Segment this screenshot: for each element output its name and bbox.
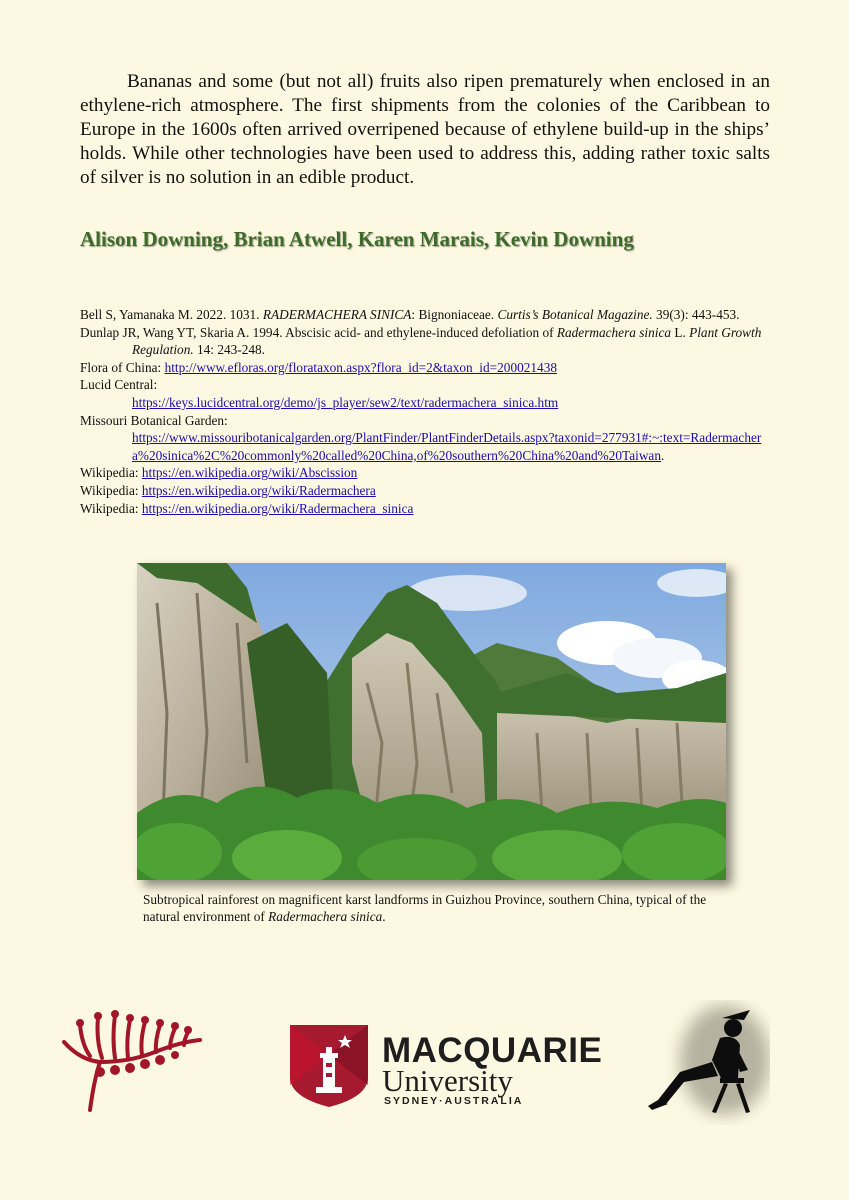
- reference-missouri-url-line: [80, 429, 772, 464]
- karst-landscape-photo: [137, 563, 726, 880]
- ref-label: Flora of China:: [80, 359, 165, 375]
- macquarie-shield-icon: [290, 1025, 368, 1107]
- reference-missouri-label: Missouri Botanical Garden:: [80, 412, 228, 428]
- ref-title: RADERMACHERA SINICA: [262, 307, 412, 322]
- ref-text: : Bignoniaceae.: [411, 307, 498, 322]
- lucid-central-link[interactable]: https://keys.lucidcentral.org/demo/js_player/sew2/text/radermachera_sinica.htm: [132, 394, 559, 410]
- caption-text: Subtropical rainforest on magnificent karst landforms in Guizhou Province, southern China, typical of the natural environment of: [143, 892, 707, 924]
- wikipedia-radermachera-link[interactable]: https://en.wikipedia.org/wiki/Radermachera: [141, 482, 376, 498]
- reference-wikipedia-radermachera-sinica: [80, 500, 772, 518]
- wikipedia-abscission-link[interactable]: https://en.wikipedia.org/wiki/Abscission: [141, 465, 358, 481]
- reference-wikipedia-radermachera: [80, 482, 772, 500]
- ref-journal: Plant Growth Regulation.: [132, 324, 762, 358]
- seated-man-silhouette-logo: [640, 1000, 770, 1130]
- macquarie-university-logo: [290, 1025, 603, 1110]
- university-wordmark: University: [382, 1063, 513, 1098]
- reference-wikipedia-abscission: [80, 464, 772, 482]
- ref-label: Wikipedia:: [80, 465, 142, 481]
- sydney-australia-text: SYDNEY·AUSTRALIA: [384, 1095, 524, 1107]
- caption-text: .: [382, 909, 386, 924]
- ref-text: .: [660, 447, 665, 463]
- references-list: [80, 306, 772, 517]
- author-list: Alison Downing, Brian Atwell, Karen Marais, Kevin Downing: [80, 227, 634, 251]
- flora-china-link[interactable]: http://www.efloras.org/florataxon.aspx?flora_id=2&taxon_id=200021438: [164, 359, 557, 375]
- ref-label: Wikipedia:: [80, 482, 142, 498]
- caption-species: Radermachera sinica: [268, 909, 383, 924]
- ref-text: Bell S, Yamanaka M. 2022. 1031.: [80, 307, 263, 322]
- waratah-logo-icon: [60, 1010, 210, 1115]
- reference-flora-china: [80, 359, 772, 377]
- missouri-botanical-link[interactable]: https://www.missouribotanicalgarden.org/PlantFinder/PlantFinderDetails.aspx?taxonid=277931#:~:text=Radermachera%20sinica%2C%20commonly%20called%20China,of%20southern%20China%20and%20Taiwan: [132, 430, 762, 463]
- ref-text: Dunlap JR, Wang YT, Skaria A. 1994. Abscisic acid- and ethylene-induced defoliation of: [80, 324, 557, 340]
- body-paragraph: Bananas and some (but not all) fruits also ripen prematurely when enclosed in an ethylene-rich atmosphere. The first shipments from the colonies of the Caribbean to Europe in the 1600s often arrived overripened because of ethylene build-up in the ships’ holds. While other technologies have been used to address this, adding rather toxic salts of silver is no solution in an edible product.: [80, 71, 770, 188]
- reference-dunlap: [80, 324, 772, 359]
- ref-text: 14: 243-248.: [193, 342, 265, 358]
- photo-caption: [143, 891, 723, 925]
- ref-text: L.: [671, 324, 690, 340]
- karst-photo-illustration: [137, 563, 726, 880]
- wikipedia-radermachera-sinica-link[interactable]: https://en.wikipedia.org/wiki/Radermachera_sinica: [141, 500, 414, 516]
- ref-label: Wikipedia:: [80, 500, 142, 516]
- macquarie-wordmark: MACQUARIE: [382, 1031, 603, 1070]
- seated-man-icon: [640, 1000, 770, 1125]
- reference-bell: [80, 306, 772, 324]
- ref-journal: Curtis’s Botanical Magazine.: [497, 307, 653, 322]
- ref-text: 39(3): 443-453.: [652, 307, 740, 322]
- reference-lucid-label: Lucid Central:: [80, 377, 158, 393]
- ref-species: Radermachera sinica: [556, 324, 671, 340]
- reference-lucid-url-line: [80, 394, 772, 412]
- waratah-flower-logo: [60, 1010, 210, 1120]
